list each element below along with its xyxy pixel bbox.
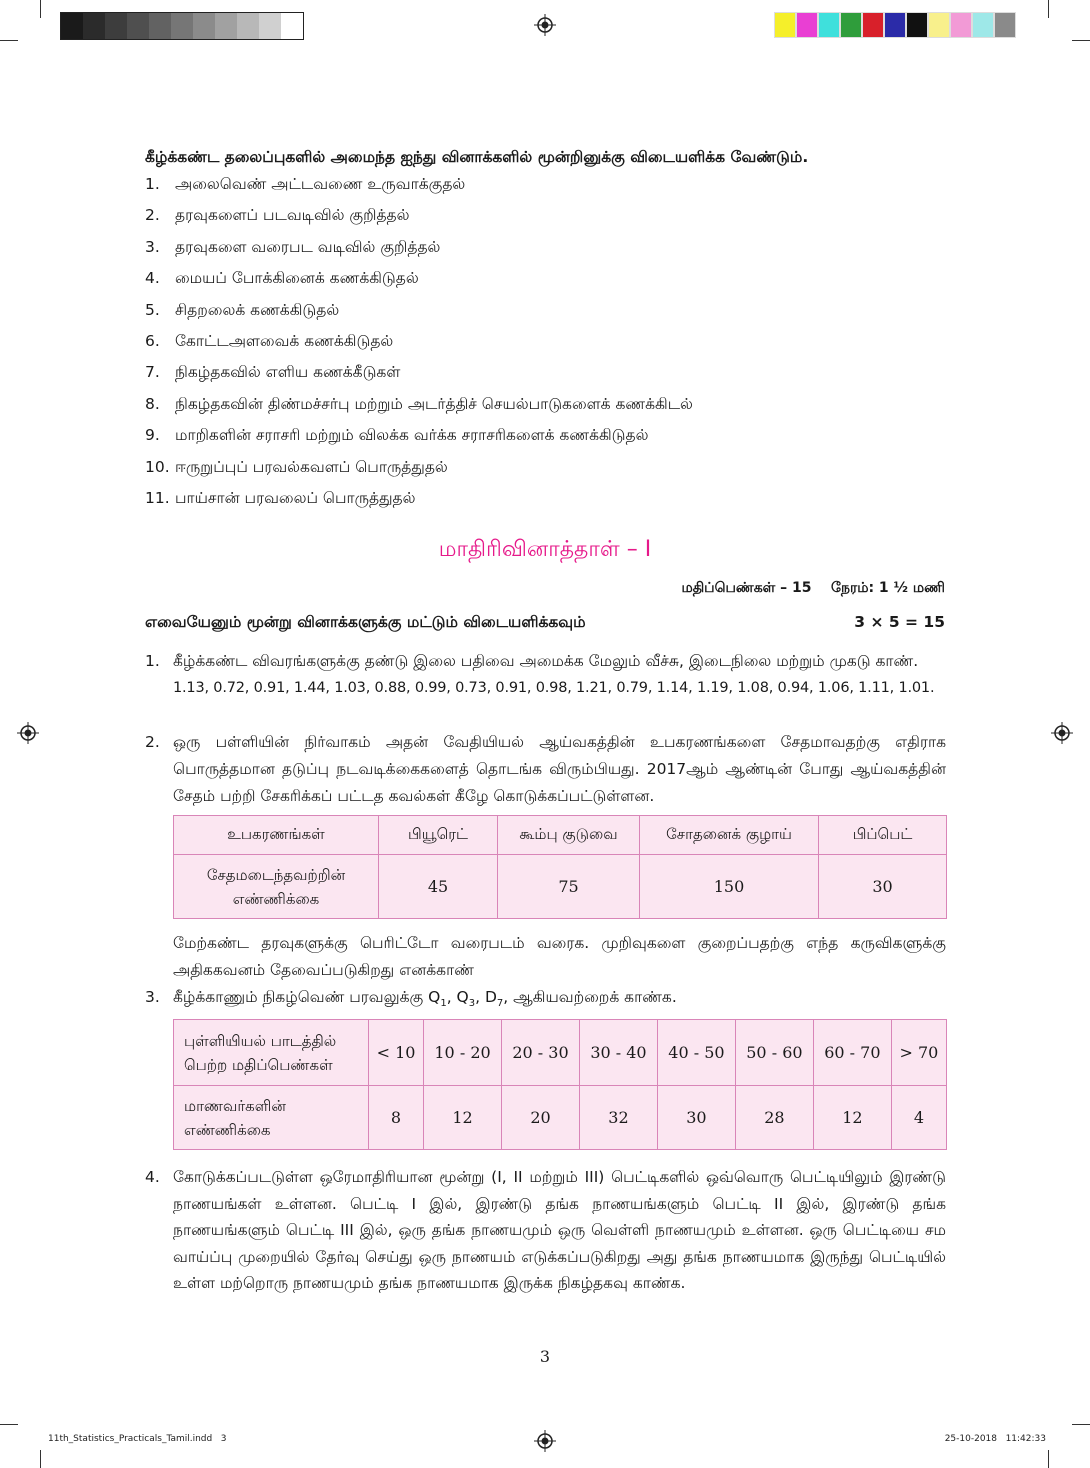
topic-list xyxy=(145,173,693,518)
text-fragment: , ஆகியவற்றைக் காண்க. xyxy=(503,988,677,1006)
color-swatch xyxy=(840,12,862,38)
table-header-cell: பிப்பெட் xyxy=(819,816,947,855)
crop-mark xyxy=(40,1450,41,1468)
row-label-line: சேதமடைந்தவற்றின் xyxy=(206,865,346,884)
color-swatch xyxy=(774,12,796,38)
question-text: கோடுக்கப்படடுள்ள ஒரேமாதிரியான மூன்று (I, II மற்றும் III) பெட்டிகளில் ஒவ்வொரு பெட்டியிலும் இரண்டு நாணயங்கள் உள்ளன. பெட்டி I இல், இரண்டு தங்க நாணயங்களும் பெட்டி II இல், இரண்டு தங்க நாணயங்களும் பெட்டி III இல், ஒரு தங்க நாணயமும் ஒரு வெள்ளி நாணயமும் உள்ளன. ஒரு பெட்டியை சம வாய்ப்பு முறையில் தேர்வு செய்து ஒரு நாணயம் எடுக்கப்படுகிறது அது தங்க நாணயமாக இருந்து பெட்டியில் உள்ள மற்றொரு நாணயமும் தங்க நாணயமாக இருக்க நிகழ்தகவு காண்க. xyxy=(173,1168,946,1292)
list-item-number: 4. xyxy=(145,269,160,288)
question-number: 2. xyxy=(145,733,160,751)
color-swatch xyxy=(818,12,840,38)
gray-swatch xyxy=(127,13,149,39)
row-label-cell xyxy=(174,855,379,919)
row-label-line: எண்ணிக்கை xyxy=(232,889,320,908)
footer-filename: 11th_Statistics_Practicals_Tamil.indd 3 xyxy=(48,1434,227,1444)
list-item-text: அலைவெண் அட்டவணை உருவாக்குதல் xyxy=(175,175,466,193)
crop-mark xyxy=(1048,1450,1049,1468)
list-item-text: தரவுகளைப் படவடிவில் குறித்தல் xyxy=(175,206,410,225)
list-item-text: தரவுகளை வரைபட வடிவில் குறித்தல் xyxy=(175,237,441,256)
color-swatch xyxy=(994,12,1016,38)
question-text xyxy=(173,984,946,1017)
row-label-line: புள்ளியியல் பாடத்தில் xyxy=(184,1031,337,1050)
table-header-cell: சோதனைக் குழாய் xyxy=(640,816,819,855)
question-number: 1. xyxy=(145,652,160,670)
crop-mark xyxy=(1072,40,1090,41)
subscript: 3 xyxy=(468,998,476,1010)
row-label-cell xyxy=(174,1020,369,1086)
text-fragment: , Q xyxy=(446,988,469,1006)
gray-swatch xyxy=(215,13,237,39)
frequency-cell: 32 xyxy=(579,1086,657,1150)
question-1 xyxy=(145,648,946,702)
color-swatch xyxy=(950,12,972,38)
color-swatch xyxy=(972,12,994,38)
frequency-cell: 8 xyxy=(369,1086,424,1150)
list-item-number: 7. xyxy=(145,363,160,382)
row-label-line: பெற்ற மதிப்பெண்கள் xyxy=(184,1055,333,1074)
question-text: கீழ்க்கண்ட விவரங்களுக்கு தண்டு இலை பதிவை அமைக்க மேலும் வீச்சு, இடைநிலை மற்றும் முகடு காண். xyxy=(173,652,919,670)
list-item-text: பாய்சான் பரவலைப் பொருத்துதல் xyxy=(175,488,416,507)
question-4 xyxy=(145,1164,946,1297)
color-swatch xyxy=(884,12,906,38)
crop-mark xyxy=(0,1424,18,1425)
class-interval-cell: < 10 xyxy=(369,1020,424,1086)
question-number: 4. xyxy=(145,1168,160,1186)
registration-mark-icon xyxy=(534,14,556,36)
list-item-text: நிகழ்தகவில் எளிய கணக்கீடுகள் xyxy=(175,363,401,382)
color-swatch xyxy=(796,12,818,38)
table-header-cell: உபகரணங்கள் xyxy=(174,816,379,855)
list-item-text: மாறிகளின் சராசரி மற்றும் விலக்க வர்க்க சராசரிகளைக் கணக்கிடுதல் xyxy=(175,426,649,445)
crop-mark xyxy=(1072,1424,1090,1425)
text-fragment: கீழ்க்காணும் நிகழ்வெண் பரவலுக்கு Q xyxy=(173,988,441,1006)
paper-title: மாதிரிவினாத்தாள் – I xyxy=(438,537,652,562)
table-header-cell: பியூரெட் xyxy=(379,816,498,855)
list-item-number: 1. xyxy=(145,175,160,193)
list-item-text: மையப் போக்கினைக் கணக்கிடுதல் xyxy=(175,269,419,288)
gray-swatch xyxy=(237,13,259,39)
class-interval-cell: 40 - 50 xyxy=(657,1020,735,1086)
list-item xyxy=(145,456,693,487)
class-interval-cell: 10 - 20 xyxy=(424,1020,502,1086)
subscript: 7 xyxy=(496,998,504,1010)
list-item-number: 6. xyxy=(145,331,160,350)
class-interval-cell: 30 - 40 xyxy=(579,1020,657,1086)
registration-mark-icon xyxy=(17,722,39,744)
score: 3 × 5 = 15 xyxy=(854,613,945,631)
table-header-cell: கூம்பு குடுவை xyxy=(498,816,640,855)
question-data: 1.13, 0.72, 0.91, 1.44, 1.03, 0.88, 0.99, 0.73, 0.91, 0.98, 1.21, 0.79, 1.14, 1.19, 1.08, 0.94, 1.06, 1.11, 1.01. xyxy=(173,680,935,696)
list-item-number: 2. xyxy=(145,206,160,225)
class-interval-cell: 20 - 30 xyxy=(502,1020,580,1086)
damage-table xyxy=(173,815,947,919)
subscript: 1 xyxy=(440,998,447,1010)
question-number: 3. xyxy=(145,988,160,1006)
list-item xyxy=(145,487,693,518)
frequency-cell: 20 xyxy=(502,1086,580,1150)
instruction: எவையேனும் மூன்று வினாக்களுக்கு மட்டும் விடையளிக்கவும் xyxy=(145,613,586,631)
crop-mark xyxy=(40,0,41,18)
gray-swatch xyxy=(193,13,215,39)
frequency-cell: 28 xyxy=(735,1086,813,1150)
frequency-table xyxy=(173,1019,947,1150)
question-text: ஒரு பள்ளியின் நிர்வாகம் அதன் வேதியியல் ஆய்வகத்தின் உபகரணங்களை சேதமாவதற்கு எதிராக பொருத்தமான தடுப்பு நடவடிக்கைகளைத் தொடங்க விரும்பியது. 2017ஆம் ஆண்டின் போது ஆய்வகத்தின் சேதம் பற்றி சேகரிக்கப் பட்டத கவல்கள் கீழே கொடுக்கப்பட்டுள்ளன. xyxy=(173,733,946,805)
row-label-line: எண்ணிக்கை xyxy=(184,1120,271,1139)
gray-swatch xyxy=(83,13,105,39)
frequency-cell: 12 xyxy=(813,1086,891,1150)
question-text: மேற்கண்ட தரவுகளுக்கு பெரிட்டோ வரைபடம் வரைக. முறிவுகளை குறைப்பதற்கு எந்த கருவிகளுக்கு அதிககவனம் தேவைப்படுகிறது எனக்காண் xyxy=(173,934,946,979)
table-cell: 75 xyxy=(498,855,640,919)
marks-time: மதிப்பெண்கள் – 15 நேரம்: 1 ½ மணி xyxy=(681,580,945,596)
list-item xyxy=(145,361,693,392)
list-item-number: 5. xyxy=(145,300,160,319)
list-item xyxy=(145,204,693,235)
list-item-text: கோட்டஅளவைக் கணக்கிடுதல் xyxy=(175,331,394,350)
table-cell: 45 xyxy=(379,855,498,919)
registration-mark-icon xyxy=(534,1430,556,1452)
color-swatch xyxy=(862,12,884,38)
list-item-number: 9. xyxy=(145,426,160,445)
list-item-text: நிகழ்தகவின் திண்மச்சர்பு மற்றும் அடர்த்திச் செயல்பாடுகளைக் கணக்கிடல் xyxy=(175,394,693,413)
crop-mark xyxy=(1048,0,1049,18)
color-calibration-bar xyxy=(774,12,1016,38)
list-item xyxy=(145,330,693,361)
list-item-number: 3. xyxy=(145,237,160,256)
gray-swatch xyxy=(105,13,127,39)
gray-swatch xyxy=(149,13,171,39)
topics-heading: கீழ்க்கண்ட தலைப்புகளில் அமைந்த ஐந்து வினாக்களில் மூன்றினுக்கு விடையளிக்க வேண்டும். xyxy=(145,148,809,166)
gray-swatch xyxy=(61,13,83,39)
list-item xyxy=(145,236,693,267)
question-2-followup xyxy=(145,930,946,984)
list-item-number: 10. xyxy=(145,457,170,476)
class-interval-cell: > 70 xyxy=(891,1020,946,1086)
footer-datetime: 25-10-2018 11:42:33 xyxy=(944,1434,1046,1444)
question-2 xyxy=(145,729,946,810)
color-swatch xyxy=(906,12,928,38)
row-label-line: மாணவர்களின் xyxy=(184,1096,286,1115)
gray-swatch xyxy=(259,13,281,39)
frequency-cell: 12 xyxy=(424,1086,502,1150)
table-cell: 30 xyxy=(819,855,947,919)
gray-calibration-bar xyxy=(60,12,304,40)
list-item xyxy=(145,299,693,330)
gray-swatch xyxy=(171,13,193,39)
registration-mark-icon xyxy=(1051,722,1073,744)
class-interval-cell: 60 - 70 xyxy=(813,1020,891,1086)
color-swatch xyxy=(928,12,950,38)
frequency-cell: 30 xyxy=(657,1086,735,1150)
list-item xyxy=(145,393,693,424)
list-item-text: சிதறலைக் கணக்கிடுதல் xyxy=(175,300,340,319)
class-interval-cell: 50 - 60 xyxy=(735,1020,813,1086)
page-number: 3 xyxy=(539,1347,551,1366)
text-fragment: , D xyxy=(475,988,497,1006)
row-label-cell xyxy=(174,1086,369,1150)
table-cell: 150 xyxy=(640,855,819,919)
list-item xyxy=(145,173,693,204)
list-item-number: 11. xyxy=(145,488,170,507)
list-item xyxy=(145,267,693,298)
question-3 xyxy=(145,984,946,1017)
list-item-number: 8. xyxy=(145,394,160,413)
list-item xyxy=(145,424,693,455)
frequency-cell: 4 xyxy=(891,1086,946,1150)
gray-swatch xyxy=(281,13,303,39)
crop-mark xyxy=(0,40,18,41)
list-item-text: ஈருறுப்புப் பரவல்கவளப் பொருத்துதல் xyxy=(175,457,448,476)
